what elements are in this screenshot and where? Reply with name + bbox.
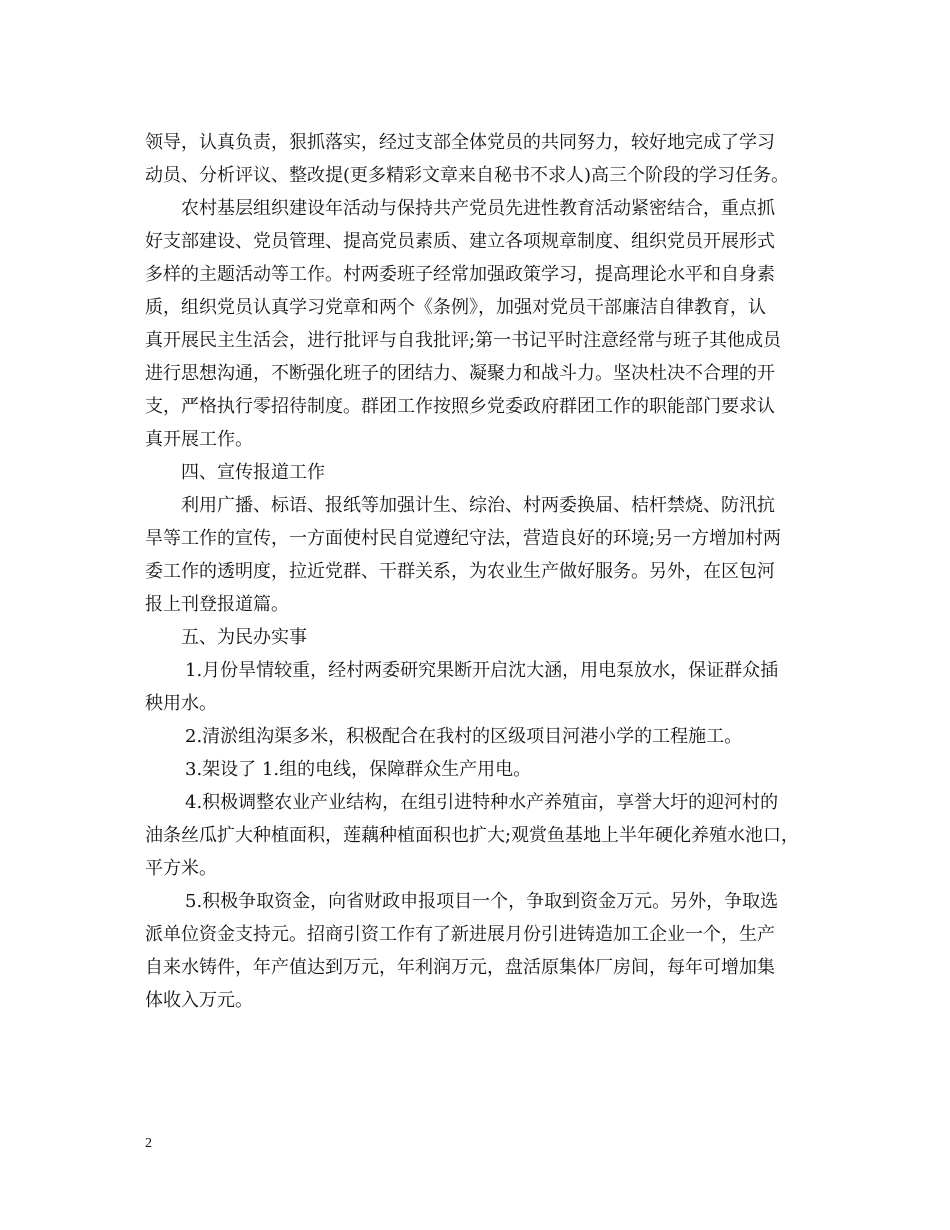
list-item-start-line: 1.月份旱情较重，经村两委研究果断开启沈大涵，用电泵放水，保证群众插 bbox=[185, 660, 779, 681]
paragraph-start-line: 利用广播、标语、报纸等加强计生、综治、村两委换届、桔杆禁烧、防汛抗 bbox=[181, 495, 775, 516]
text-line: 油条丝瓜扩大种植面积，莲藕种植面积也扩大;观赏鱼基地上半年硬化养殖水池口， bbox=[145, 825, 800, 846]
text-line: 真开展工作。 bbox=[145, 429, 253, 450]
page-number: 2 bbox=[145, 1136, 152, 1151]
text-line: 平方米。 bbox=[145, 858, 217, 879]
text-line: 进行思想沟通，不断强化班子的团结力、凝聚力和战斗力。坚决杜决不合理的开 bbox=[145, 363, 775, 384]
text-line: 动员、分析评议、整改提(更多精彩文章来自秘书不求人)高三个阶段的学习任务。 bbox=[145, 165, 790, 186]
text-line: 委工作的透明度，拉近党群、干群关系，为农业生产做好服务。另外，在区包河 bbox=[145, 561, 775, 582]
text-line: 秧用水。 bbox=[145, 693, 217, 714]
text-line: 体收入万元。 bbox=[145, 990, 253, 1011]
document-body bbox=[145, 126, 825, 1017]
text-line: 好支部建设、党员管理、提高党员素质、建立各项规章制度、组织党员开展形式 bbox=[145, 231, 775, 252]
text-line: 报上刊登报道篇。 bbox=[145, 594, 289, 615]
list-item-start-line: 3.架设了 1.组的电线，保障群众生产用电。 bbox=[185, 759, 532, 780]
text-line: 真开展民主生活会，进行批评与自我批评;第一书记平时注意经常与班子其他成员 bbox=[145, 330, 782, 351]
text-line: 质，组织党员认真学习党章和两个《条例》，加强对党员干部廉洁自律教育，认 bbox=[145, 297, 766, 318]
text-line: 支，严格执行零招待制度。群团工作按照乡党委政府群团工作的职能部门要求认 bbox=[145, 396, 775, 417]
list-item-start-line: 5.积极争取资金，向省财政申报项目一个，争取到资金万元。另外，争取选 bbox=[185, 891, 779, 912]
section-heading: 五、为民办实事 bbox=[181, 627, 307, 648]
text-line: 多样的主题活动等工作。村两委班子经常加强政策学习，提高理论水平和自身素 bbox=[145, 264, 775, 285]
text-line: 派单位资金支持元。招商引资工作有了新进展月份引进铸造加工企业一个，生产 bbox=[145, 924, 775, 945]
paragraph-start-line: 农村基层组织建设年活动与保持共产党员先进性教育活动紧密结合，重点抓 bbox=[181, 198, 775, 219]
text-line: 自来水铸件，年产值达到万元，年利润万元，盘活原集体厂房间，每年可增加集 bbox=[145, 957, 775, 978]
text-line: 领导，认真负责，狠抓落实，经过支部全体党员的共同努力，较好地完成了学习 bbox=[145, 132, 775, 153]
text-line: 旱等工作的宣传，一方面使村民自觉遵纪守法，营造良好的环境;另一方增加村两 bbox=[145, 528, 782, 549]
list-item-start-line: 4.积极调整农业产业结构，在组引进特种水产养殖亩，享誉大圩的迎河村的 bbox=[185, 792, 779, 813]
section-heading: 四、宣传报道工作 bbox=[181, 462, 325, 483]
list-item-start-line: 2.清淤组沟渠多米，积极配合在我村的区级项目河港小学的工程施工。 bbox=[185, 726, 743, 747]
